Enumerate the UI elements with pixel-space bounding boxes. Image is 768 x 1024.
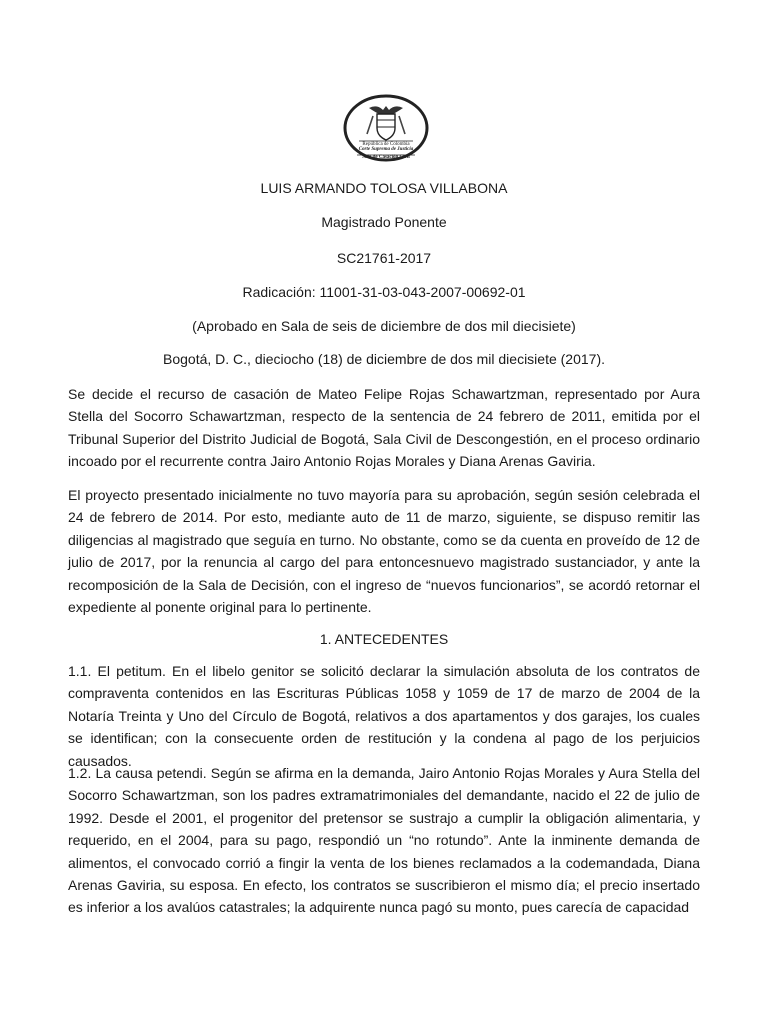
- paragraph-procedural-history: El proyecto presentado inicialmente no tuvo mayoría para su aprobación, según sesión celebrada el 24 de febrero de 2014. Por esto, mediante auto de 11 de marzo, siguiente, se dispuso remitir las diligencias al magistrado que seguía en turno. No obstante, como se da cuenta en proveído de 12 de julio de 2017, por la renuncia al cargo del para entoncesnuevo magistrado sustanciador, y ante la recomposición de la Sala de Decisión, con el ingreso de “nuevos funcionarios”, se acordó retornar el expediente al ponente original para lo pertinente.: [68, 487, 700, 616]
- section-heading-antecedentes: 1. ANTECEDENTES: [319, 631, 449, 647]
- magistrate-name: LUIS ARMANDO TOLOSA VILLABONA: [260, 180, 508, 196]
- seal-text-block: [343, 142, 429, 160]
- seal-line-court: Corte Suprema de Justicia: [358, 147, 414, 152]
- radicacion-number: Radicación: 11001-31-03-043-2007-00692-01: [242, 284, 526, 300]
- seal-line-chamber: Sala de Casación Civil: [362, 155, 410, 160]
- seal-line-country: República de Colombia: [362, 142, 410, 147]
- case-code: SC21761-2017: [336, 250, 432, 266]
- paragraph-petitum: 1.1. El petitum. En el libelo genitor se solicitó declarar la simulación absoluta de los contratos de compraventa contenidos en las Escrituras Públicas 1058 y 1059 de 17 de marzo de 2004 de la Notaría Treinta y Uno del Círculo de Bogotá, relativos a dos apartamentos y dos garajes, los cuales se identifican; con la consecuente orden de restitución y la condena al pago de los perjuicios causados.: [68, 663, 700, 769]
- paragraph-causa-petendi: 1.2. La causa petendi. Según se afirma en la demanda, Jairo Antonio Rojas Morales y Aura Stella del Socorro Schawartzman, son los padres extramatrimoniales del demandante, nacido el 22 de julio de 1992. Desde el 2001, el progenitor del pretensor se sustrajo a cumplir la obligación alimentaria, y requerido, en el 2004, para su pago, respondió un “no rotundo”. Ante la inminente demanda de alimentos, el convocado corrió a fingir la venta de los bienes reclamados a la codemandada, Diana Arenas Gaviria, su esposa. En efecto, los contratos se suscribieron el mismo día; el precio insertado es inferior a los avalúos catastrales; la adquirente nunca pagó su monto, pues carecía de capacidad: [68, 765, 700, 916]
- place-and-date: Bogotá, D. C., dieciocho (18) de diciembre de dos mil diecisiete (2017).: [163, 351, 605, 367]
- approval-note: (Aprobado en Sala de seis de diciembre de dos mil diecisiete): [192, 318, 576, 334]
- paragraph-intro: Se decide el recurso de casación de Mateo Felipe Rojas Schawartzman, representado por Aura Stella del Socorro Schawartzman, respecto de la sentencia de 24 febrero de 2011, emitida por el Tribunal Superior del Distrito Judicial de Bogotá, Sala Civil de Descongestión, en el proceso ordinario incoado por el recurrente contra Jairo Antonio Rojas Morales y Diana Arenas Gaviria.: [68, 386, 700, 470]
- magistrate-role: Magistrado Ponente: [321, 214, 447, 230]
- court-seal-logo: [343, 94, 429, 166]
